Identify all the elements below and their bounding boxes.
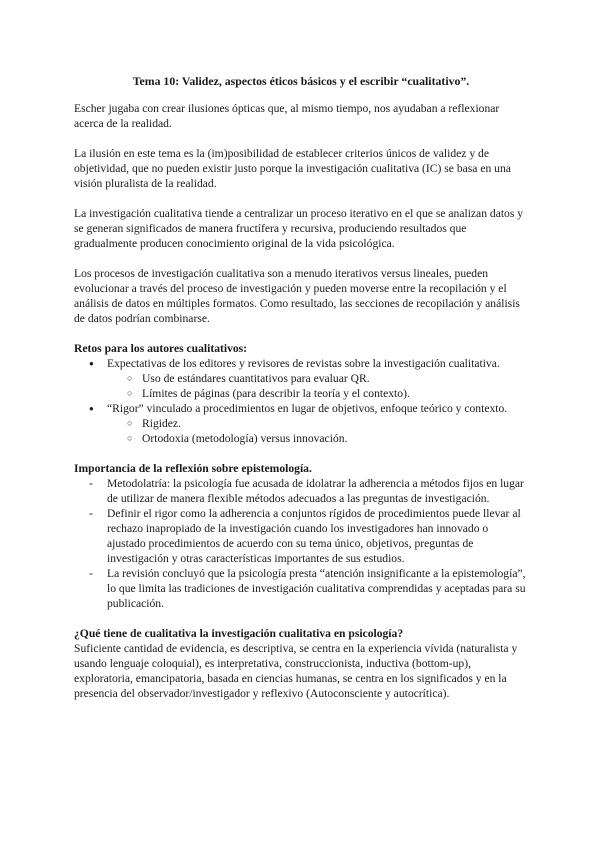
paragraph-que-tiene: Suficiente cantidad de evidencia, es descriptiva, se centra en la experiencia vívida (naturalista y usando lenguaje coloquial), es interpretativa, construccionista, inductiva (bottom-up), exploratoria, emancipatoria, basada en ciencias humanas, se centra en los significados y en la presencia del observador/investigador y reflexivo (Autoconsciente y autocrítica). — [74, 642, 518, 700]
que-tiene-heading: ¿Qué tiene de cualitativa la investigación cualitativa en psicología? — [74, 627, 404, 640]
paragraph-proceso-iterativo: La investigación cualitativa tiende a centralizar un proceso iterativo en el que se analizan datos y se generan significados de manera fructífera y recursiva, produciendo resultados que gradualmente producen conocimiento original de la vida psicológica. — [74, 207, 524, 250]
retos-heading: Retos para los autores cualitativos: — [74, 342, 248, 355]
paragraph-procesos: Los procesos de investigación cualitativa son a menudo iterativos versus lineales, pueden evolucionar a través del proceso de investigación y pueden moverse entre la recopilación y el análisis de datos en múltiples formatos. Como resultado, las secciones de recopilación y análisis de datos podrían combinarse. — [74, 267, 520, 325]
sub-list — [107, 371, 528, 401]
list-item: - La revisión concluyó que la psicología presta “atención insignificante a la epistemología”, lo que limita las tradiciones de investigación cualitativa comprendidas y aceptadas para su publicación. — [74, 566, 528, 611]
retos-list — [74, 356, 528, 446]
sub-list-item: ○ Límites de páginas (para describir la teoría y el contexto). — [74, 386, 528, 401]
sub-list-item: ○ Rigidez. — [74, 416, 528, 431]
document-title: Tema 10: Validez, aspectos éticos básicos y el escribir “cualitativo”. — [132, 74, 470, 88]
sub-list-item: ○ Ortodoxia (metodología) versus innovación. — [74, 431, 528, 446]
list-item — [74, 356, 528, 401]
paragraph-ilusion: La ilusión en este tema es la (im)posibilidad de establecer criterios únicos de validez y de objetividad, que no pueden existir justo porque la investigación cualitativa (IC) se basa en una visión pluralista de la realidad. — [74, 147, 511, 190]
sub-list-item: ○ Uso de estándares cuantitativos para evaluar QR. — [74, 371, 528, 386]
list-item: - Metodolatría: la psicología fue acusada de idolatrar la adherencia a métodos fijos en lugar de utilizar de manera flexible métodos adecuados a las preguntas de investigación. — [74, 476, 528, 506]
list-item: - Definir el rigor como la adherencia a conjuntos rígidos de procedimientos puede llevar al rechazo inapropiado de la investigación cuando los investigadores han innovado o ajustado procedimientos de acuerdo con su tema único, objetivos, preguntas de investigación y otras características importantes de sus estudios. — [74, 506, 528, 566]
paragraph-escher: Escher jugaba con crear ilusiones ópticas que, al mismo tiempo, nos ayudaban a reflexionar acerca de la realidad. — [74, 102, 500, 130]
document-page — [74, 74, 528, 701]
list-item-text: Expectativas de los editores y revisores de revistas sobre la investigación cualitativa. — [107, 357, 500, 370]
importancia-list — [74, 476, 528, 611]
list-item-text: “Rigor” vinculado a procedimientos en lugar de objetivos, enfoque teórico y contexto. — [107, 402, 508, 415]
list-item — [74, 401, 528, 446]
sub-list — [107, 416, 528, 446]
importancia-heading: Importancia de la reflexión sobre epistemología. — [74, 462, 312, 475]
